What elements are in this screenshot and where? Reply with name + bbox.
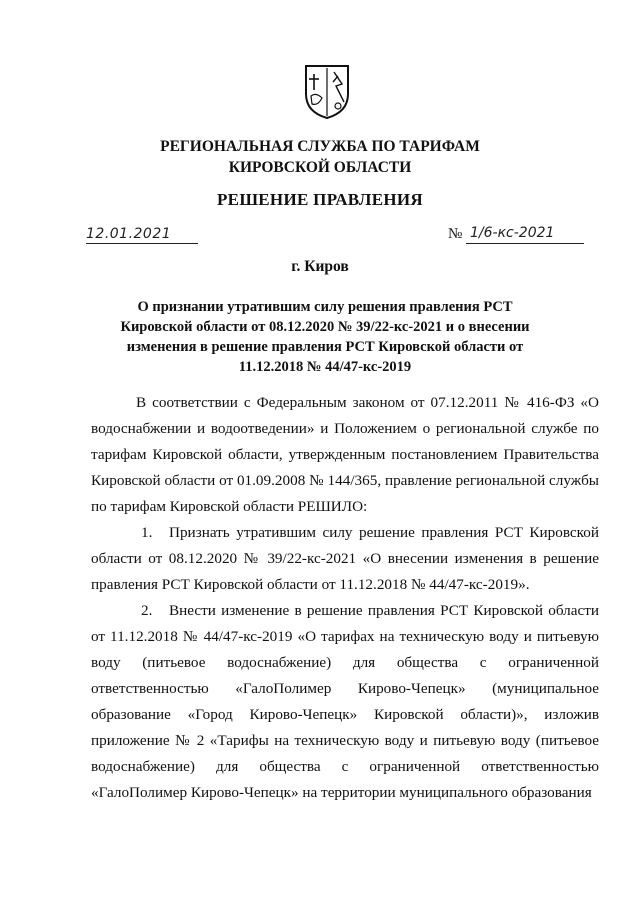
number-underline bbox=[466, 243, 584, 244]
intro-paragraph: В соответствии с Федеральным законом от 07.12.2011 № 416-ФЗ «О водоснабжении и водоотведении» и Положением о региональной службе по тарифам Кировской области, утвержденным постановлением Правительства Кировской области от 01.09.2008 № 144/365, правление региональной службы по тарифам Кировской области РЕШИЛО: bbox=[91, 394, 599, 515]
subject-line-2: Кировской области от 08.12.2020 № 39/22-кс-2021 и о внесении bbox=[120, 319, 530, 335]
number-sign: № bbox=[448, 226, 463, 242]
item-2-number: 2. bbox=[141, 602, 153, 619]
organization-line-1: РЕГИОНАЛЬНАЯ СЛУЖБА ПО ТАРИФАМ bbox=[160, 138, 480, 155]
organization-name bbox=[0, 136, 640, 178]
handwritten-date: 12.01.2021 bbox=[86, 226, 172, 242]
organization-line-2: КИРОВСКОЙ ОБЛАСТИ bbox=[228, 159, 412, 176]
subject-line-4: 11.12.2018 № 44/47-кс-2019 bbox=[238, 359, 412, 375]
item-1-text: Признать утратившим силу решение правления РСТ Кировской области от 08.12.2020 № 39/22-кс-2021 «О внесении изменения в решение правления РСТ Кировской области от 11.12.2018 № 44/47-кс-2019». bbox=[91, 524, 599, 593]
coat-of-arms-icon bbox=[300, 62, 354, 120]
handwritten-number: 1/6-кс-2021 bbox=[470, 225, 555, 241]
document-type: РЕШЕНИЕ ПРАВЛЕНИЯ bbox=[217, 190, 423, 209]
item-2 bbox=[91, 598, 599, 806]
city: г. Киров bbox=[291, 258, 349, 275]
document-subject bbox=[120, 297, 530, 377]
item-1-number: 1. bbox=[141, 524, 153, 541]
subject-line-1: О признании утратившим силу решения правления РСТ bbox=[137, 299, 513, 315]
document-body bbox=[91, 390, 599, 806]
item-1 bbox=[91, 520, 599, 598]
item-2-text: Внести изменение в решение правления РСТ Кировской области от 11.12.2018 № 44/47-кс-2019 «О тарифах на техническую воду и питьевую воду (питьевое водоснабжение) для общества с ограниченной ответственностью «ГалоПолимер Кирово-Чепецк» (муниципальное образование «Город Кирово-Чепецк» Кировской области)», изложив приложение № 2 «Тарифы на техническую воду и питьевую воду (питьевое водоснабжение) для общества с ограниченной ответственностью «ГалоПолимер Кирово-Чепецк» на территории муниципального образования bbox=[91, 602, 599, 801]
date-underline bbox=[86, 243, 198, 244]
subject-line-3: изменения в решение правления РСТ Кировской области от bbox=[126, 339, 524, 355]
